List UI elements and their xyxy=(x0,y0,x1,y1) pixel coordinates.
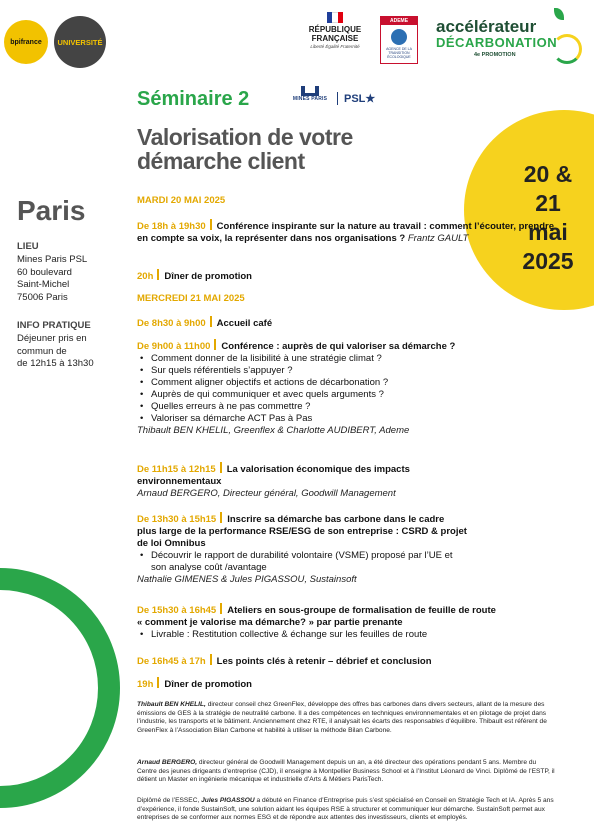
event-dates-line1: 20 & 21 xyxy=(523,161,573,216)
event-dates xyxy=(508,160,588,276)
session-title: Dîner de promotion xyxy=(164,271,252,282)
session-title: Les points clés à retenir – débrief et conclusion xyxy=(216,656,432,667)
session-rse-esg xyxy=(137,512,557,586)
session-title-line1: Ateliers en sous-groupe de formalisation de feuille de route xyxy=(227,605,496,616)
separator-bar xyxy=(210,316,212,327)
event-dates-line2: mai xyxy=(528,219,568,245)
bullet-item: • Valoriser sa démarche ACT Pas à Pas xyxy=(137,413,557,425)
separator-bar xyxy=(210,654,212,665)
bio-name: Thibault BEN KHELIL, xyxy=(137,701,206,708)
session-valorisation-economique xyxy=(137,462,557,500)
rf-title-line2: FRANÇAISE xyxy=(311,34,359,43)
bio-name: Jules PIGASSOU xyxy=(201,797,255,804)
session-ateliers xyxy=(137,603,557,641)
accelerateur-line3: 4e PROMOTION xyxy=(474,52,516,58)
session-conference-valoriser xyxy=(137,339,557,437)
french-flag-icon xyxy=(327,12,343,23)
lieu-line: 75006 Paris xyxy=(17,291,68,303)
session-diner-mercredi xyxy=(137,677,557,691)
bio-text: a débuté en Finance d’Entreprise puis s’est spécialisé en Conseil en Stratégie Tech et IA. Après 5 ans d’expérience, il fonde SustainSoft, une solution aidant les équipes RSE à structurer et communiquer leur démarche. SustainSoft permet aux entreprises de se conformer aux normes ESG et de répondre aux attentes des investisseurs, clients et employés. xyxy=(137,797,554,822)
session-speakers: Nathalie GIMENES & Jules PIGASSOU, Sustainsoft xyxy=(137,574,357,585)
page-title-line2: démarche client xyxy=(137,148,305,174)
bullet-item: • Livrable : Restitution collective & échange sur les feuilles de route xyxy=(137,629,557,641)
page-title xyxy=(137,125,353,173)
psl-logo: PSL★ xyxy=(337,92,375,105)
session-time: De 13h30 à 15h15 xyxy=(137,514,217,525)
session-title: Dîner de promotion xyxy=(164,679,252,690)
session-title-line3: de loi Omnibus xyxy=(137,538,206,549)
accelerateur-line1: accélérateur xyxy=(436,17,537,36)
rf-motto: Liberté Égalité Fraternité xyxy=(310,44,360,49)
universite-logo xyxy=(54,16,106,68)
session-nature-conference xyxy=(137,219,557,245)
session-time: De 11h15 à 12h15 xyxy=(137,464,216,475)
accelerateur-decarbonation-logo xyxy=(436,18,586,74)
session-time: De 8h30 à 9h00 xyxy=(137,318,206,329)
mines-paris-text: MINES PARIS xyxy=(292,96,328,102)
event-dates-line3: 2025 xyxy=(522,248,574,274)
bullet-item: • Comment donner de la lisibilité à une stratégie climat ? xyxy=(137,353,557,365)
bio-prefix: Diplômé de l’ESSEC, xyxy=(137,797,202,804)
session-title-line2: « comment je valorise ma démarche? » par partie prenante xyxy=(137,617,403,628)
separator-bar xyxy=(157,269,159,280)
separator-bar xyxy=(220,512,222,523)
bullet-item: • Auprès de qui communiquer et avec quels arguments ? xyxy=(137,389,557,401)
lieu-label: LIEU xyxy=(17,241,39,252)
session-title-line2: plus large de la performance RSE/ESG de son entreprise : CSRD & projet xyxy=(137,526,467,537)
bullet-line1: Découvrir le rapport de durabilité volontaire (VSME) proposé par l’UE et xyxy=(151,550,453,561)
bullet-item xyxy=(137,550,557,574)
separator-bar xyxy=(220,462,222,473)
ademe-subtitle: AGENCE DE LA TRANSITION ÉCOLOGIQUE xyxy=(386,47,412,59)
lieu-line: 60 boulevard xyxy=(17,266,72,278)
session-time: De 16h45 à 17h xyxy=(137,656,206,667)
info-line: de 12h15 à 13h30 xyxy=(17,358,94,369)
session-title-line1: Inscrire sa démarche bas carbone dans le cadre xyxy=(227,514,445,525)
bio-text: directeur conseil chez GreenFlex, développe des offres bas carbones dans divers secteurs, allant de la mesure des émissions de GES à la stratégie de neutralité carbone. Il a des compétences en techniques environnementales et en pilotage de projet dans l’industrie, les transports et le bâtiment. Anciennement chez RTE, il analysait les écarts des responsables d’équilibre. Thibault est référent de GreenFlex à l’Association Bilan Carbone et habilité à utiliser la méthode Bilan Carbone. xyxy=(137,701,547,734)
day1-heading: MARDI 20 MAI 2025 xyxy=(137,195,226,206)
session-title-line1: La valorisation économique des impacts xyxy=(226,464,410,475)
session-time: De 9h00 à 11h00 xyxy=(137,341,211,352)
rf-title-line1: RÉPUBLIQUE xyxy=(308,25,362,34)
session-time: 19h xyxy=(137,679,154,690)
seminaire-label: Séminaire 2 xyxy=(137,88,250,110)
bio-jules xyxy=(137,797,557,823)
separator-bar xyxy=(220,603,222,614)
session-diner-mardi xyxy=(137,269,557,283)
mines-paris-logo xyxy=(290,86,330,108)
bio-thibault xyxy=(137,701,557,735)
bio-arnaud xyxy=(137,759,557,785)
session-time: De 18h à 19h30 xyxy=(137,221,206,232)
bullet-line2: son analyse coût /avantage xyxy=(151,562,267,573)
lieu-line: Saint-Michel xyxy=(17,279,70,290)
mines-chevron-icon xyxy=(301,86,319,96)
session-title: Conférence : auprès de qui valoriser sa démarche ? xyxy=(221,341,456,352)
session-bullets xyxy=(137,629,557,641)
lieu-line: Mines Paris PSL xyxy=(17,254,88,265)
info-pratique-text xyxy=(17,333,94,371)
ademe-name: ADEME xyxy=(381,17,417,25)
info-line: Déjeuner pris en xyxy=(17,333,87,344)
session-points-cles xyxy=(137,654,557,668)
bio-text: directeur général de Goodwill Management depuis un an, a été directeur des opérations pendant 5 ans. Membre du Centre des jeunes dirigeants d’entreprise (CJD), il enseigne à Montpellier Business School et à l’Institut Léonard de Vinci. Diplômé de l’ESTP, il détient un Master en ingénierie mécanique et industrielle d’Arts & Métiers ParisTech. xyxy=(137,759,555,784)
session-title-line2: environnementaux xyxy=(137,476,222,487)
session-bullets xyxy=(137,550,557,574)
accelerateur-line2: DÉCARBONATION xyxy=(436,35,558,50)
universite-logo-text: UNIVERSITÉ xyxy=(57,37,103,47)
session-speakers: Arnaud BERGERO, Directeur général, Goodwill Management xyxy=(137,488,396,499)
session-title: Conférence inspirante sur la nature au travail : comment l’écouter, prendre en compte sa voix, la représenter dans nos organisations ? xyxy=(137,221,555,244)
session-title: Accueil café xyxy=(216,318,273,329)
decorative-green-ring xyxy=(0,568,120,808)
lieu-address xyxy=(17,254,87,304)
session-time: 20h xyxy=(137,271,154,282)
session-speakers: Thibault BEN KHELIL, Greenflex & Charlotte AUDIBERT, Ademe xyxy=(137,425,410,436)
globe-icon xyxy=(391,29,407,45)
separator-bar xyxy=(157,677,159,688)
bullet-item: • Quelles erreurs à ne pas commettre ? xyxy=(137,401,557,413)
bullet-item: • Comment aligner objectifs et actions de décarbonation ? xyxy=(137,377,557,389)
bpifrance-logo-text: bpifrance xyxy=(10,38,42,46)
page-title-line1: Valorisation de votre xyxy=(137,124,353,150)
info-line: commun de xyxy=(17,345,67,357)
separator-bar xyxy=(214,339,216,350)
accelerateur-ring-icon xyxy=(552,34,582,64)
separator-bar xyxy=(210,219,212,230)
session-speaker: Frantz GAULT xyxy=(407,233,469,244)
session-bullets xyxy=(137,353,557,425)
session-time: De 15h30 à 16h45 xyxy=(137,605,217,616)
session-accueil-cafe xyxy=(137,316,557,330)
ademe-logo xyxy=(380,16,418,64)
city-title: Paris xyxy=(17,195,86,226)
bpifrance-logo xyxy=(4,20,48,64)
republique-francaise-logo xyxy=(300,12,370,68)
day2-heading: MERCREDI 21 MAI 2025 xyxy=(137,293,245,304)
bio-name: Arnaud BERGERO, xyxy=(137,759,198,766)
info-pratique-label: INFO PRATIQUE xyxy=(17,320,91,331)
bullet-item: • Sur quels référentiels s’appuyer ? xyxy=(137,365,557,377)
